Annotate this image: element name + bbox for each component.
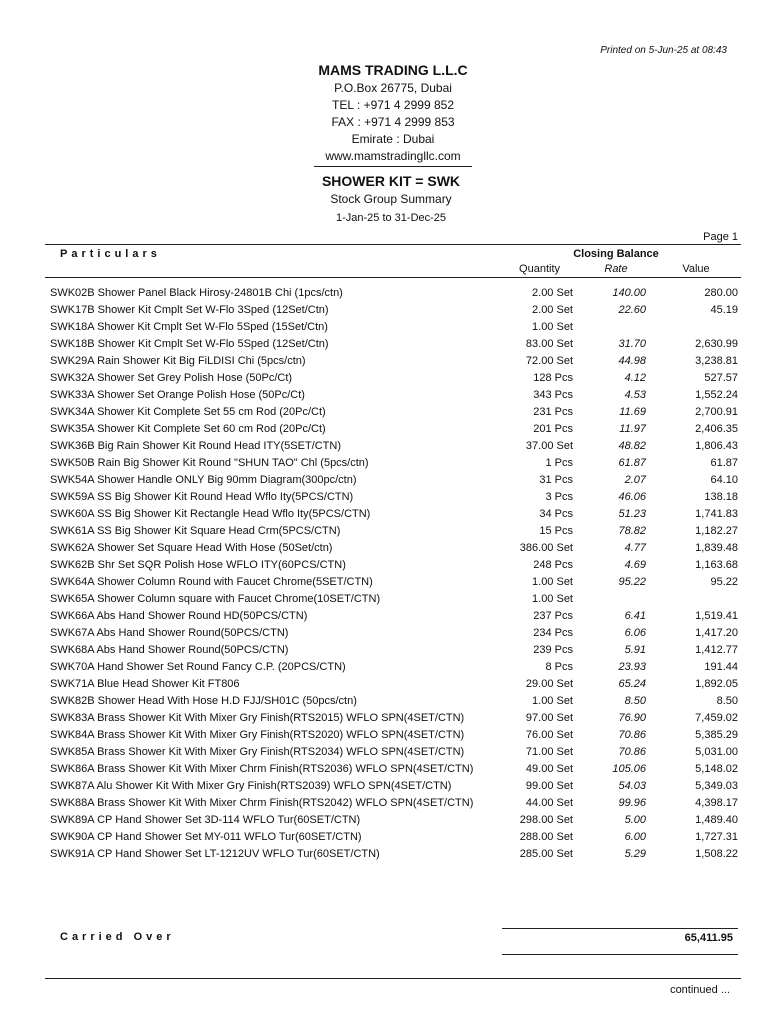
row-quantity: 37.00 Set xyxy=(525,440,573,452)
row-value: 1,412.77 xyxy=(695,644,738,656)
row-value: 1,508.22 xyxy=(695,848,738,860)
row-rate: 61.87 xyxy=(618,457,646,469)
table-row xyxy=(0,744,768,761)
table-row xyxy=(0,557,768,574)
company-tel: TEL : +971 4 2999 852 xyxy=(332,98,454,112)
table-row xyxy=(0,812,768,829)
company-fax: FAX : +971 4 2999 853 xyxy=(331,115,455,129)
table-row xyxy=(0,455,768,472)
table-row xyxy=(0,353,768,370)
row-particulars: SWK60A SS Big Shower Kit Rectangle Head Wflo Ity(5PCS/CTN) xyxy=(50,508,371,520)
printed-timestamp: Printed on 5-Jun-25 at 08:43 xyxy=(600,45,727,56)
row-particulars: SWK86A Brass Shower Kit With Mixer Chrm Finish(RTS2036) WFLO SPN(4SET/CTN) xyxy=(50,763,474,775)
report-title: SHOWER KIT = SWK xyxy=(321,173,461,189)
row-value: 1,727.31 xyxy=(695,831,738,843)
row-quantity: 1.00 Set xyxy=(532,695,573,707)
table-row xyxy=(0,438,768,455)
row-value: 61.87 xyxy=(710,457,738,469)
company-address: P.O.Box 26775, Dubai xyxy=(334,81,452,95)
row-value: 1,163.68 xyxy=(695,559,738,571)
row-rate: 51.23 xyxy=(618,508,646,520)
row-particulars: SWK68A Abs Hand Shower Round(50PCS/CTN) xyxy=(50,644,289,656)
row-value: 4,398.17 xyxy=(695,797,738,809)
row-value: 95.22 xyxy=(710,576,738,588)
table-row xyxy=(0,302,768,319)
row-quantity: 72.00 Set xyxy=(525,355,573,367)
value-header: Value xyxy=(682,263,710,275)
row-rate: 70.86 xyxy=(618,746,646,758)
row-value: 527.57 xyxy=(704,372,738,384)
row-particulars: SWK50B Rain Big Shower Kit Round "SHUN TAO" Chl (5pcs/ctn) xyxy=(50,457,369,469)
row-quantity: 298.00 Set xyxy=(519,814,573,826)
row-value: 5,385.29 xyxy=(695,729,738,741)
row-particulars: SWK65A Shower Column square with Faucet Chrome(10SET/CTN) xyxy=(50,593,381,605)
row-rate: 4.53 xyxy=(624,389,646,401)
row-rate: 4.12 xyxy=(624,372,646,384)
row-value: 1,417.20 xyxy=(695,627,738,639)
row-value: 5,148.02 xyxy=(695,763,738,775)
row-value: 2,630.99 xyxy=(695,338,738,350)
row-rate: 23.93 xyxy=(618,661,646,673)
row-quantity: 83.00 Set xyxy=(525,338,573,350)
row-quantity: 234 Pcs xyxy=(533,627,573,639)
table-row xyxy=(0,574,768,591)
row-quantity: 343 Pcs xyxy=(533,389,573,401)
row-quantity: 1.00 Set xyxy=(532,321,573,333)
table-row xyxy=(0,778,768,795)
row-value: 1,519.41 xyxy=(695,610,738,622)
row-value: 3,238.81 xyxy=(695,355,738,367)
row-particulars: SWK33A Shower Set Orange Polish Hose (50Pc/Ct) xyxy=(50,389,305,401)
company-name: MAMS TRADING L.L.C xyxy=(318,62,468,78)
row-rate: 6.41 xyxy=(624,610,646,622)
row-particulars: SWK02B Shower Panel Black Hirosy-24801B Chi (1pcs/ctn) xyxy=(50,287,343,299)
report-subtitle: Stock Group Summary xyxy=(330,192,452,206)
row-value: 1,839.48 xyxy=(695,542,738,554)
row-particulars: SWK64A Shower Column Round with Faucet Chrome(5SET/CTN) xyxy=(50,576,373,588)
row-particulars: SWK54A Shower Handle ONLY Big 90mm Diagram(300pc/ctn) xyxy=(50,474,357,486)
row-quantity: 31 Pcs xyxy=(539,474,573,486)
row-value: 7,459.02 xyxy=(695,712,738,724)
row-rate: 99.96 xyxy=(618,797,646,809)
row-particulars: SWK18B Shower Kit Cmplt Set W-Flo 5Sped (12Set/Ctn) xyxy=(50,338,329,350)
row-quantity: 1.00 Set xyxy=(532,576,573,588)
company-website: www.mamstradingllc.com xyxy=(314,148,472,167)
table-row xyxy=(0,319,768,336)
row-value: 1,892.05 xyxy=(695,678,738,690)
row-rate: 11.97 xyxy=(619,423,646,435)
row-quantity: 1.00 Set xyxy=(532,593,573,605)
rate-header: Rate xyxy=(604,263,628,275)
page-number: Page 1 xyxy=(703,231,738,243)
row-quantity: 288.00 Set xyxy=(519,831,573,843)
table-row xyxy=(0,829,768,846)
row-rate: 140.00 xyxy=(612,287,646,299)
row-rate: 4.77 xyxy=(624,542,646,554)
row-rate: 76.90 xyxy=(618,712,646,724)
row-rate: 2.07 xyxy=(624,474,646,486)
table-row xyxy=(0,795,768,812)
table-row xyxy=(0,404,768,421)
table-row xyxy=(0,336,768,353)
row-value: 5,349.03 xyxy=(695,780,738,792)
row-particulars: SWK85A Brass Shower Kit With Mixer Gry Finish(RTS2034) WFLO SPN(4SET/CTN) xyxy=(50,746,465,758)
row-quantity: 71.00 Set xyxy=(525,746,573,758)
table-row xyxy=(0,608,768,625)
row-quantity: 1 Pcs xyxy=(545,457,573,469)
closing-balance-header: Closing Balance xyxy=(573,248,659,260)
row-particulars: SWK70A Hand Shower Set Round Fancy C.P. (20PCS/CTN) xyxy=(50,661,346,673)
row-particulars: SWK32A Shower Set Grey Polish Hose (50Pc/Ct) xyxy=(50,372,293,384)
table-row xyxy=(0,761,768,778)
table-row xyxy=(0,540,768,557)
table-row xyxy=(0,523,768,540)
row-rate: 5.00 xyxy=(624,814,646,826)
row-value: 1,552.24 xyxy=(695,389,738,401)
row-value: 45.19 xyxy=(710,304,738,316)
table-row xyxy=(0,370,768,387)
row-particulars: SWK61A SS Big Shower Kit Square Head Crm(5PCS/CTN) xyxy=(50,525,341,537)
row-quantity: 128 Pcs xyxy=(533,372,573,384)
row-value: 2,406.35 xyxy=(695,423,738,435)
company-emirate: Emirate : Dubai xyxy=(351,132,435,146)
row-particulars: SWK84A Brass Shower Kit With Mixer Gry Finish(RTS2020) WFLO SPN(4SET/CTN) xyxy=(50,729,465,741)
row-rate: 5.91 xyxy=(624,644,646,656)
row-rate: 78.82 xyxy=(618,525,646,537)
row-quantity: 99.00 Set xyxy=(525,780,573,792)
row-rate: 54.03 xyxy=(618,780,646,792)
row-particulars: SWK35A Shower Kit Complete Set 60 cm Rod (20Pc/Ct) xyxy=(50,423,326,435)
stock-table-body xyxy=(0,285,768,863)
row-quantity: 231 Pcs xyxy=(533,406,573,418)
row-particulars: SWK34A Shower Kit Complete Set 55 cm Rod (20Pc/Ct) xyxy=(50,406,326,418)
row-quantity: 285.00 Set xyxy=(519,848,573,860)
row-value: 5,031.00 xyxy=(695,746,738,758)
table-row xyxy=(0,591,768,608)
row-quantity: 34 Pcs xyxy=(539,508,573,520)
row-quantity: 3 Pcs xyxy=(545,491,573,503)
footer-rule xyxy=(45,978,741,979)
row-rate: 5.29 xyxy=(624,848,646,860)
row-quantity: 29.00 Set xyxy=(525,678,573,690)
row-quantity: 237 Pcs xyxy=(533,610,573,622)
row-particulars: SWK82B Shower Head With Hose H.D FJJ/SH01C (50pcs/ctn) xyxy=(50,695,357,707)
row-rate: 6.00 xyxy=(624,831,646,843)
company-block xyxy=(314,60,472,167)
row-particulars: SWK18A Shower Kit Cmplt Set W-Flo 5Sped (15Set/Ctn) xyxy=(50,321,328,333)
table-row xyxy=(0,489,768,506)
row-quantity: 97.00 Set xyxy=(525,712,573,724)
row-value: 138.18 xyxy=(704,491,738,503)
continued-label: continued ... xyxy=(670,984,730,996)
carried-over-total: 65,411.95 xyxy=(684,932,733,944)
row-particulars: SWK66A Abs Hand Shower Round HD(50PCS/CTN) xyxy=(50,610,308,622)
report-heading xyxy=(290,171,492,227)
row-particulars: SWK89A CP Hand Shower Set 3D-114 WFLO Tur(60SET/CTN) xyxy=(50,814,361,826)
row-rate: 22.60 xyxy=(618,304,646,316)
row-quantity: 248 Pcs xyxy=(533,559,573,571)
report-period: 1-Jan-25 to 31-Dec-25 xyxy=(335,212,447,224)
row-value: 1,182.27 xyxy=(695,525,738,537)
row-particulars: SWK83A Brass Shower Kit With Mixer Gry Finish(RTS2015) WFLO SPN(4SET/CTN) xyxy=(50,712,465,724)
row-rate: 44.98 xyxy=(618,355,646,367)
row-value: 1,806.43 xyxy=(695,440,738,452)
particulars-header: Particulars xyxy=(60,248,161,260)
row-rate: 70.86 xyxy=(618,729,646,741)
row-value: 1,741.83 xyxy=(695,508,738,520)
row-particulars: SWK29A Rain Shower Kit Big FiLDISI Chi (5pcs/ctn) xyxy=(50,355,306,367)
row-quantity: 2.00 Set xyxy=(532,287,573,299)
row-particulars: SWK91A CP Hand Shower Set LT-1212UV WFLO Tur(60SET/CTN) xyxy=(50,848,380,860)
row-particulars: SWK17B Shower Kit Cmplt Set W-Flo 3Sped (12Set/Ctn) xyxy=(50,304,329,316)
table-row xyxy=(0,727,768,744)
row-particulars: SWK88A Brass Shower Kit With Mixer Chrm Finish(RTS2042) WFLO SPN(4SET/CTN) xyxy=(50,797,474,809)
row-rate: 65.24 xyxy=(618,678,646,690)
row-quantity: 15 Pcs xyxy=(539,525,573,537)
table-row xyxy=(0,506,768,523)
row-rate: 8.50 xyxy=(624,695,646,707)
row-rate: 31.70 xyxy=(618,338,646,350)
row-rate: 105.06 xyxy=(612,763,646,775)
row-quantity: 201 Pcs xyxy=(533,423,573,435)
row-particulars: SWK90A CP Hand Shower Set MY-011 WFLO Tur(60SET/CTN) xyxy=(50,831,362,843)
row-quantity: 76.00 Set xyxy=(525,729,573,741)
table-row xyxy=(0,846,768,863)
row-value: 191.44 xyxy=(704,661,738,673)
row-quantity: 386.00 Set xyxy=(519,542,573,554)
row-rate: 11.69 xyxy=(619,406,646,418)
row-value: 8.50 xyxy=(716,695,738,707)
row-quantity: 8 Pcs xyxy=(545,661,573,673)
row-particulars: SWK87A Alu Shower Kit With Mixer Gry Finish(RTS2039) WFLO SPN(4SET/CTN) xyxy=(50,780,452,792)
table-row xyxy=(0,659,768,676)
header-bottom-rule xyxy=(45,277,741,278)
row-particulars: SWK36B Big Rain Shower Kit Round Head ITY(5SET/CTN) xyxy=(50,440,342,452)
row-rate: 48.82 xyxy=(618,440,646,452)
row-rate: 95.22 xyxy=(618,576,646,588)
table-row xyxy=(0,625,768,642)
table-row xyxy=(0,642,768,659)
row-value: 280.00 xyxy=(704,287,738,299)
total-bottom-rule xyxy=(502,954,738,955)
table-row xyxy=(0,285,768,302)
table-row xyxy=(0,693,768,710)
row-quantity: 44.00 Set xyxy=(525,797,573,809)
quantity-header: Quantity xyxy=(519,263,560,275)
row-particulars: SWK67A Abs Hand Shower Round(50PCS/CTN) xyxy=(50,627,289,639)
row-rate: 4.69 xyxy=(624,559,646,571)
row-value: 1,489.40 xyxy=(695,814,738,826)
table-row xyxy=(0,710,768,727)
table-row xyxy=(0,676,768,693)
row-particulars: SWK62A Shower Set Square Head With Hose (50Set/ctn) xyxy=(50,542,333,554)
row-value: 2,700.91 xyxy=(695,406,738,418)
header-top-rule xyxy=(45,244,741,245)
row-particulars: SWK62B Shr Set SQR Polish Hose WFLO ITY(60PCS/CTN) xyxy=(50,559,346,571)
table-row xyxy=(0,472,768,489)
row-particulars: SWK71A Blue Head Shower Kit FT806 xyxy=(50,678,240,690)
row-quantity: 239 Pcs xyxy=(533,644,573,656)
table-row xyxy=(0,387,768,404)
row-rate: 6.06 xyxy=(624,627,646,639)
row-rate: 46.06 xyxy=(618,491,646,503)
total-top-rule xyxy=(502,928,738,929)
row-quantity: 49.00 Set xyxy=(525,763,573,775)
row-value: 64.10 xyxy=(710,474,738,486)
row-particulars: SWK59A SS Big Shower Kit Round Head Wflo Ity(5PCS/CTN) xyxy=(50,491,354,503)
row-quantity: 2.00 Set xyxy=(532,304,573,316)
table-row xyxy=(0,421,768,438)
carried-over-label: Carried Over xyxy=(60,931,175,943)
